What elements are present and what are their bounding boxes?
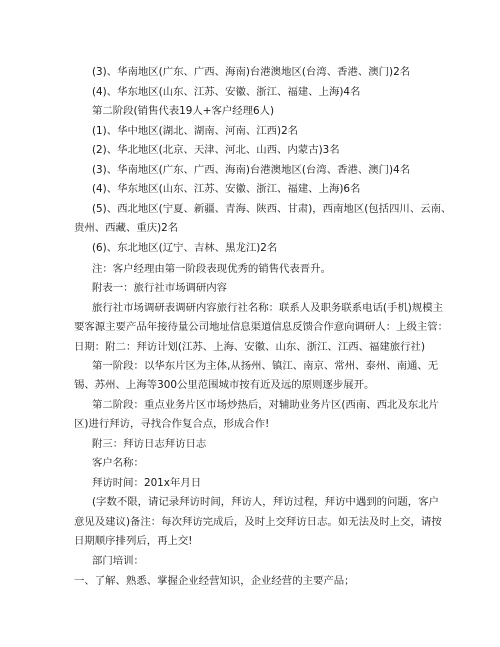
section-heading: 第二阶段(销售代表19人+客户经理6人) [92,105,275,117]
appendix-heading: 附表一：旅行社市场调研内容 [92,282,228,294]
text-line: (2)、华北地区(北京、天津、河北、山西、内蒙古)3名 [92,144,340,156]
text-line: 日期顺序排列后，再上交! [74,535,193,547]
text-line: 第一阶段：以华东片区为主体,从扬州、镇江、南京、常州、泰州、南通、无 [92,360,439,372]
text-line: (1)、华中地区(湖北、湖南、河南、江西)2名 [92,125,299,137]
text-line: 区)进行拜访，寻找合作复合点，形成合作! [74,418,270,430]
text-line: 贵州、西藏、重庆)2名 [74,222,179,234]
text-line: (4)、华东地区(山东、江苏、安徽、浙江、福建、上海)4名 [92,86,361,98]
text-line: 要客源主要产品年接待量公司地址信息渠道信息反馈合作意向调研人：上级主管： [74,321,449,333]
text-line: 日期：附二：拜访计划(江苏、上海、安徽、山东、浙江、江西、福建旅行社) [74,341,425,353]
section-heading: 部门培训： [92,555,144,567]
text-line: (字数不限，请记录拜访时间，拜访人，拜访过程，拜访中遇到的问题，客户 [92,496,439,508]
text-line: (6)、东北地区(辽宁、吉林、黑龙江)2名 [92,242,278,254]
text-line: (3)、华南地区(广东、广西、海南)台港澳地区(台湾、香港、澳门)2名 [92,66,411,78]
text-line: 一、了解、熟悉、掌握企业经营知识，企业经营的主要产品； [74,575,355,587]
text-line: 锡、苏州、上海等300公里范围城市按有近及远的原则逐步展开。 [74,379,375,391]
text-line: 客户名称： [92,457,144,469]
text-line: (3)、华南地区(广东、广西、海南)台港澳地区(台湾、香港、澳门)4名 [92,164,411,176]
note-line: 注：客户经理由第一阶段表现优秀的销售代表晋升。 [92,263,331,275]
text-line: (4)、华东地区(山东、江苏、安徽、浙江、福建、上海)6名 [92,183,361,195]
appendix-heading: 附三：拜访日志拜访日志 [92,438,207,450]
text-line: 拜访时间：201x年月日 [92,477,202,489]
text-line: (5)、西北地区(宁夏、新疆、青海、陕西、甘肃)，西南地区(包括四川、云南、 [92,203,452,215]
text-line: 第二阶段：重点业务片区市场炒热后，对辅助业务片区(西南、西北及东北片 [92,399,439,411]
text-line: 旅行社市场调研表调研内容旅行社名称：联系人及职务联系电话(手机)规模主 [92,302,443,314]
text-line: 意见及建议)备注：每次拜访完成后，及时上交拜访日志。如无法及时上交，请按 [74,516,442,528]
